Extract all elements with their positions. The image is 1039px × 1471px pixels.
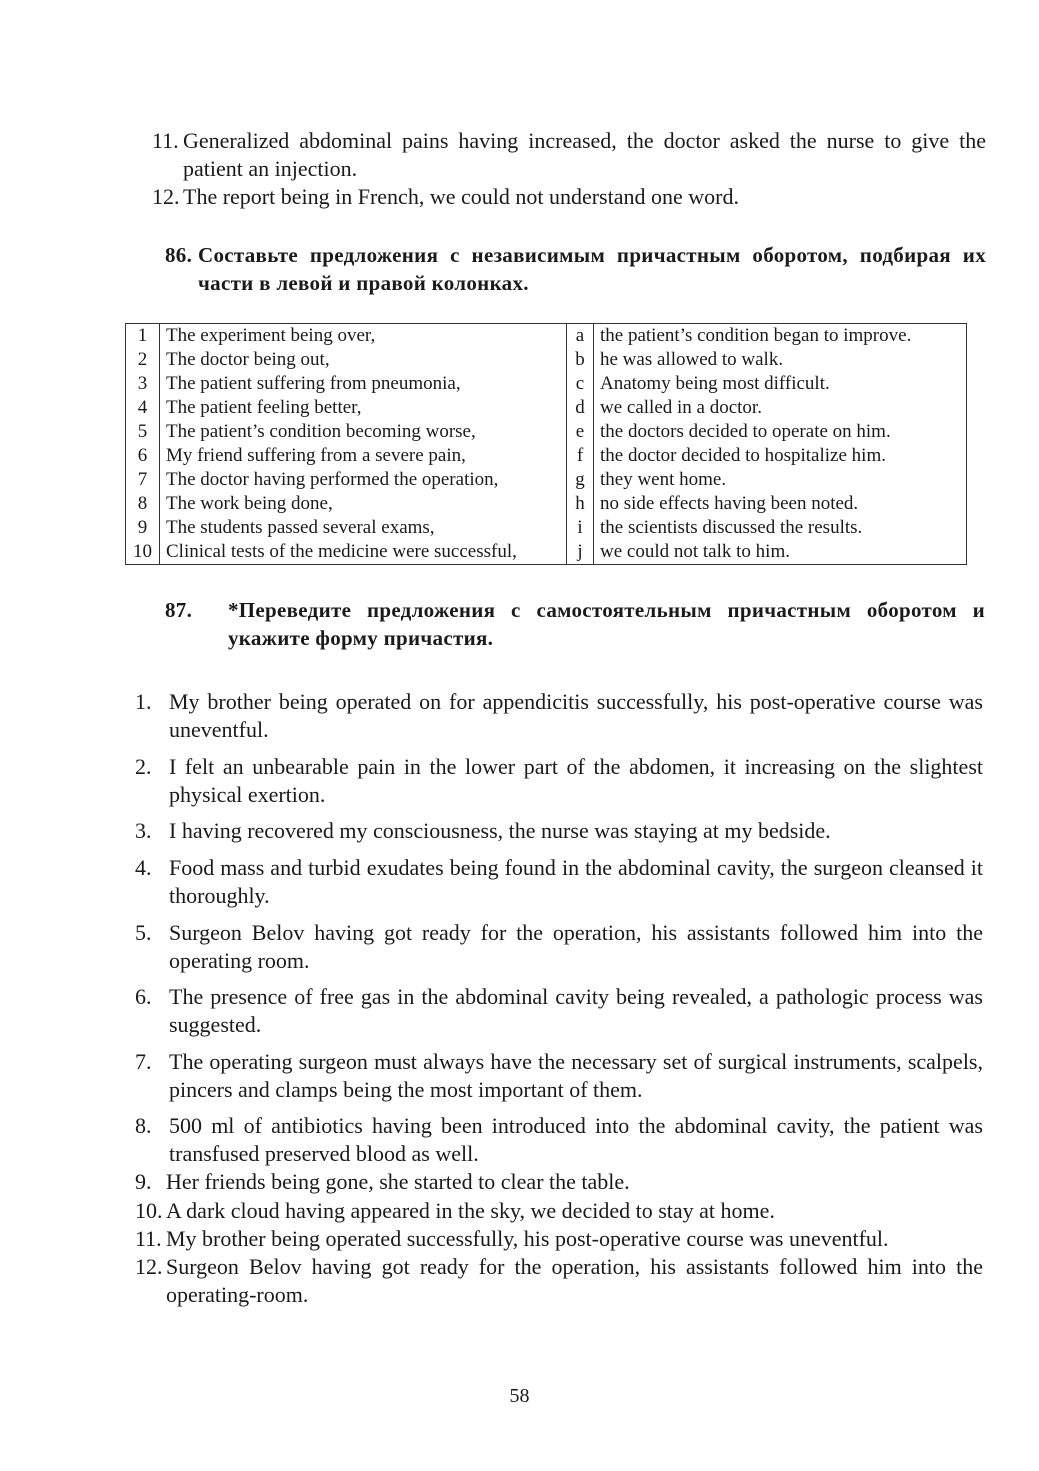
- right-clause: the scientists discussed the results.: [594, 516, 967, 540]
- item-text: I felt an unbearable pain in the lower part of the abdomen, it increasing on the slightest physical exertion.: [169, 754, 983, 807]
- exercise-number: 86.: [165, 243, 193, 267]
- right-clause: he was allowed to walk.: [594, 348, 967, 372]
- item-text: A dark cloud having appeared in the sky, we decided to stay at home.: [166, 1198, 775, 1223]
- left-clause: The doctor being out,: [160, 348, 567, 372]
- item-text: Generalized abdominal pains having increased, the doctor asked the nurse to give the patient an injection.: [183, 128, 986, 181]
- item-text: Food mass and turbid exudates being found in the abdominal cavity, the surgeon cleansed it thoroughly.: [169, 855, 983, 908]
- row-number: 2: [126, 348, 160, 372]
- item-text: My brother being operated on for appendicitis successfully, his post-operative course was uneventful.: [169, 689, 983, 742]
- right-clause: Anatomy being most difficult.: [594, 372, 967, 396]
- item-number: 10.: [135, 1198, 163, 1223]
- list-item: [135, 1197, 983, 1225]
- item-number: 12.: [152, 184, 180, 209]
- row-letter: i: [567, 516, 594, 540]
- item-text: Surgeon Belov having got ready for the operation, his assistants followed him into the operating-room.: [166, 1254, 983, 1307]
- item-text: The operating surgeon must always have the necessary set of surgical instruments, scalpels, pincers and clamps being the most important of them.: [169, 1049, 983, 1102]
- item-number: 3.: [135, 818, 152, 843]
- item-number: 12.: [135, 1254, 163, 1279]
- list-item: [135, 983, 983, 1039]
- table-row: [126, 468, 967, 492]
- table-row: [126, 540, 967, 565]
- left-clause: The patient feeling better,: [160, 396, 567, 420]
- item-text: Surgeon Belov having got ready for the operation, his assistants followed him into the operating room.: [169, 920, 983, 973]
- left-clause: The work being done,: [160, 492, 567, 516]
- table-row: [126, 444, 967, 468]
- exercise-87-heading: [165, 596, 985, 652]
- table-row: [126, 516, 967, 540]
- list-item: [135, 1225, 983, 1253]
- item-number: 7.: [135, 1049, 152, 1074]
- matching-table: [125, 323, 967, 565]
- list-item: [135, 919, 983, 975]
- item-number: 9.: [135, 1169, 152, 1194]
- item-number: 2.: [135, 754, 152, 779]
- right-clause: we called in a doctor.: [594, 396, 967, 420]
- item-text: My brother being operated successfully, his post-operative course was uneventful.: [166, 1226, 889, 1251]
- item-number: 5.: [135, 920, 152, 945]
- row-letter: j: [567, 540, 594, 565]
- left-clause: The experiment being over,: [160, 324, 567, 349]
- item-text: The report being in French, we could not understand one word.: [183, 184, 739, 209]
- row-letter: c: [567, 372, 594, 396]
- row-letter: a: [567, 324, 594, 349]
- exercise-instruction: *Переведите предложения с самостоятельным причастным оборотом и укажите форму причастия.: [228, 598, 985, 650]
- row-number: 6: [126, 444, 160, 468]
- row-letter: h: [567, 492, 594, 516]
- exercise-instruction: Составьте предложения с независимым причастным оборотом, подбирая их части в левой и правой колонках.: [198, 243, 986, 295]
- item-text: Her friends being gone, she started to clear the table.: [166, 1169, 630, 1194]
- exercise-86-heading: [165, 241, 986, 297]
- left-clause: My friend suffering from a severe pain,: [160, 444, 567, 468]
- row-number: 7: [126, 468, 160, 492]
- item-text: I having recovered my consciousness, the nurse was staying at my bedside.: [169, 818, 831, 843]
- list-item: [135, 817, 983, 845]
- item-text: 500 ml of antibiotics having been introduced into the abdominal cavity, the patient was transfused preserved blood as well.: [169, 1113, 983, 1166]
- row-number: 3: [126, 372, 160, 396]
- row-letter: b: [567, 348, 594, 372]
- left-clause: The students passed several exams,: [160, 516, 567, 540]
- item-number: 6.: [135, 984, 152, 1009]
- right-clause: the doctor decided to hospitalize him.: [594, 444, 967, 468]
- row-letter: f: [567, 444, 594, 468]
- row-number: 8: [126, 492, 160, 516]
- list-item: [135, 854, 983, 910]
- row-number: 1: [126, 324, 160, 349]
- row-number: 5: [126, 420, 160, 444]
- row-number: 9: [126, 516, 160, 540]
- row-letter: d: [567, 396, 594, 420]
- list-item: [135, 1168, 983, 1196]
- item-number: 8.: [135, 1113, 152, 1138]
- table-row: [126, 396, 967, 420]
- item-number: 4.: [135, 855, 152, 880]
- list-item: [135, 688, 983, 744]
- list-item: [135, 1253, 983, 1309]
- page-number: 58: [509, 1385, 530, 1407]
- table-row: [126, 372, 967, 396]
- item-number: 1.: [135, 689, 152, 714]
- left-clause: The patient’s condition becoming worse,: [160, 420, 567, 444]
- table-row: [126, 492, 967, 516]
- right-clause: the doctors decided to operate on him.: [594, 420, 967, 444]
- exercise-number: 87.: [165, 598, 193, 622]
- right-clause: the patient’s condition began to improve.: [594, 324, 967, 349]
- list-item: [135, 1048, 983, 1104]
- table-row: [126, 420, 967, 444]
- row-number: 4: [126, 396, 160, 420]
- left-clause: The patient suffering from pneumonia,: [160, 372, 567, 396]
- item-text: The presence of free gas in the abdominal cavity being revealed, a pathologic process was suggested.: [169, 984, 983, 1037]
- list-item: [135, 1112, 983, 1168]
- left-clause: The doctor having performed the operation,: [160, 468, 567, 492]
- row-letter: g: [567, 468, 594, 492]
- row-letter: e: [567, 420, 594, 444]
- list-item: [152, 183, 986, 211]
- row-number: 10: [126, 540, 160, 565]
- item-number: 11.: [135, 1226, 162, 1251]
- table-row: [126, 348, 967, 372]
- list-item: [152, 127, 986, 183]
- right-clause: we could not talk to him.: [594, 540, 967, 565]
- table-row: [126, 324, 967, 349]
- right-clause: they went home.: [594, 468, 967, 492]
- item-number: 11.: [152, 128, 179, 153]
- list-item: [135, 753, 983, 809]
- left-clause: Clinical tests of the medicine were successful,: [160, 540, 567, 565]
- right-clause: no side effects having been noted.: [594, 492, 967, 516]
